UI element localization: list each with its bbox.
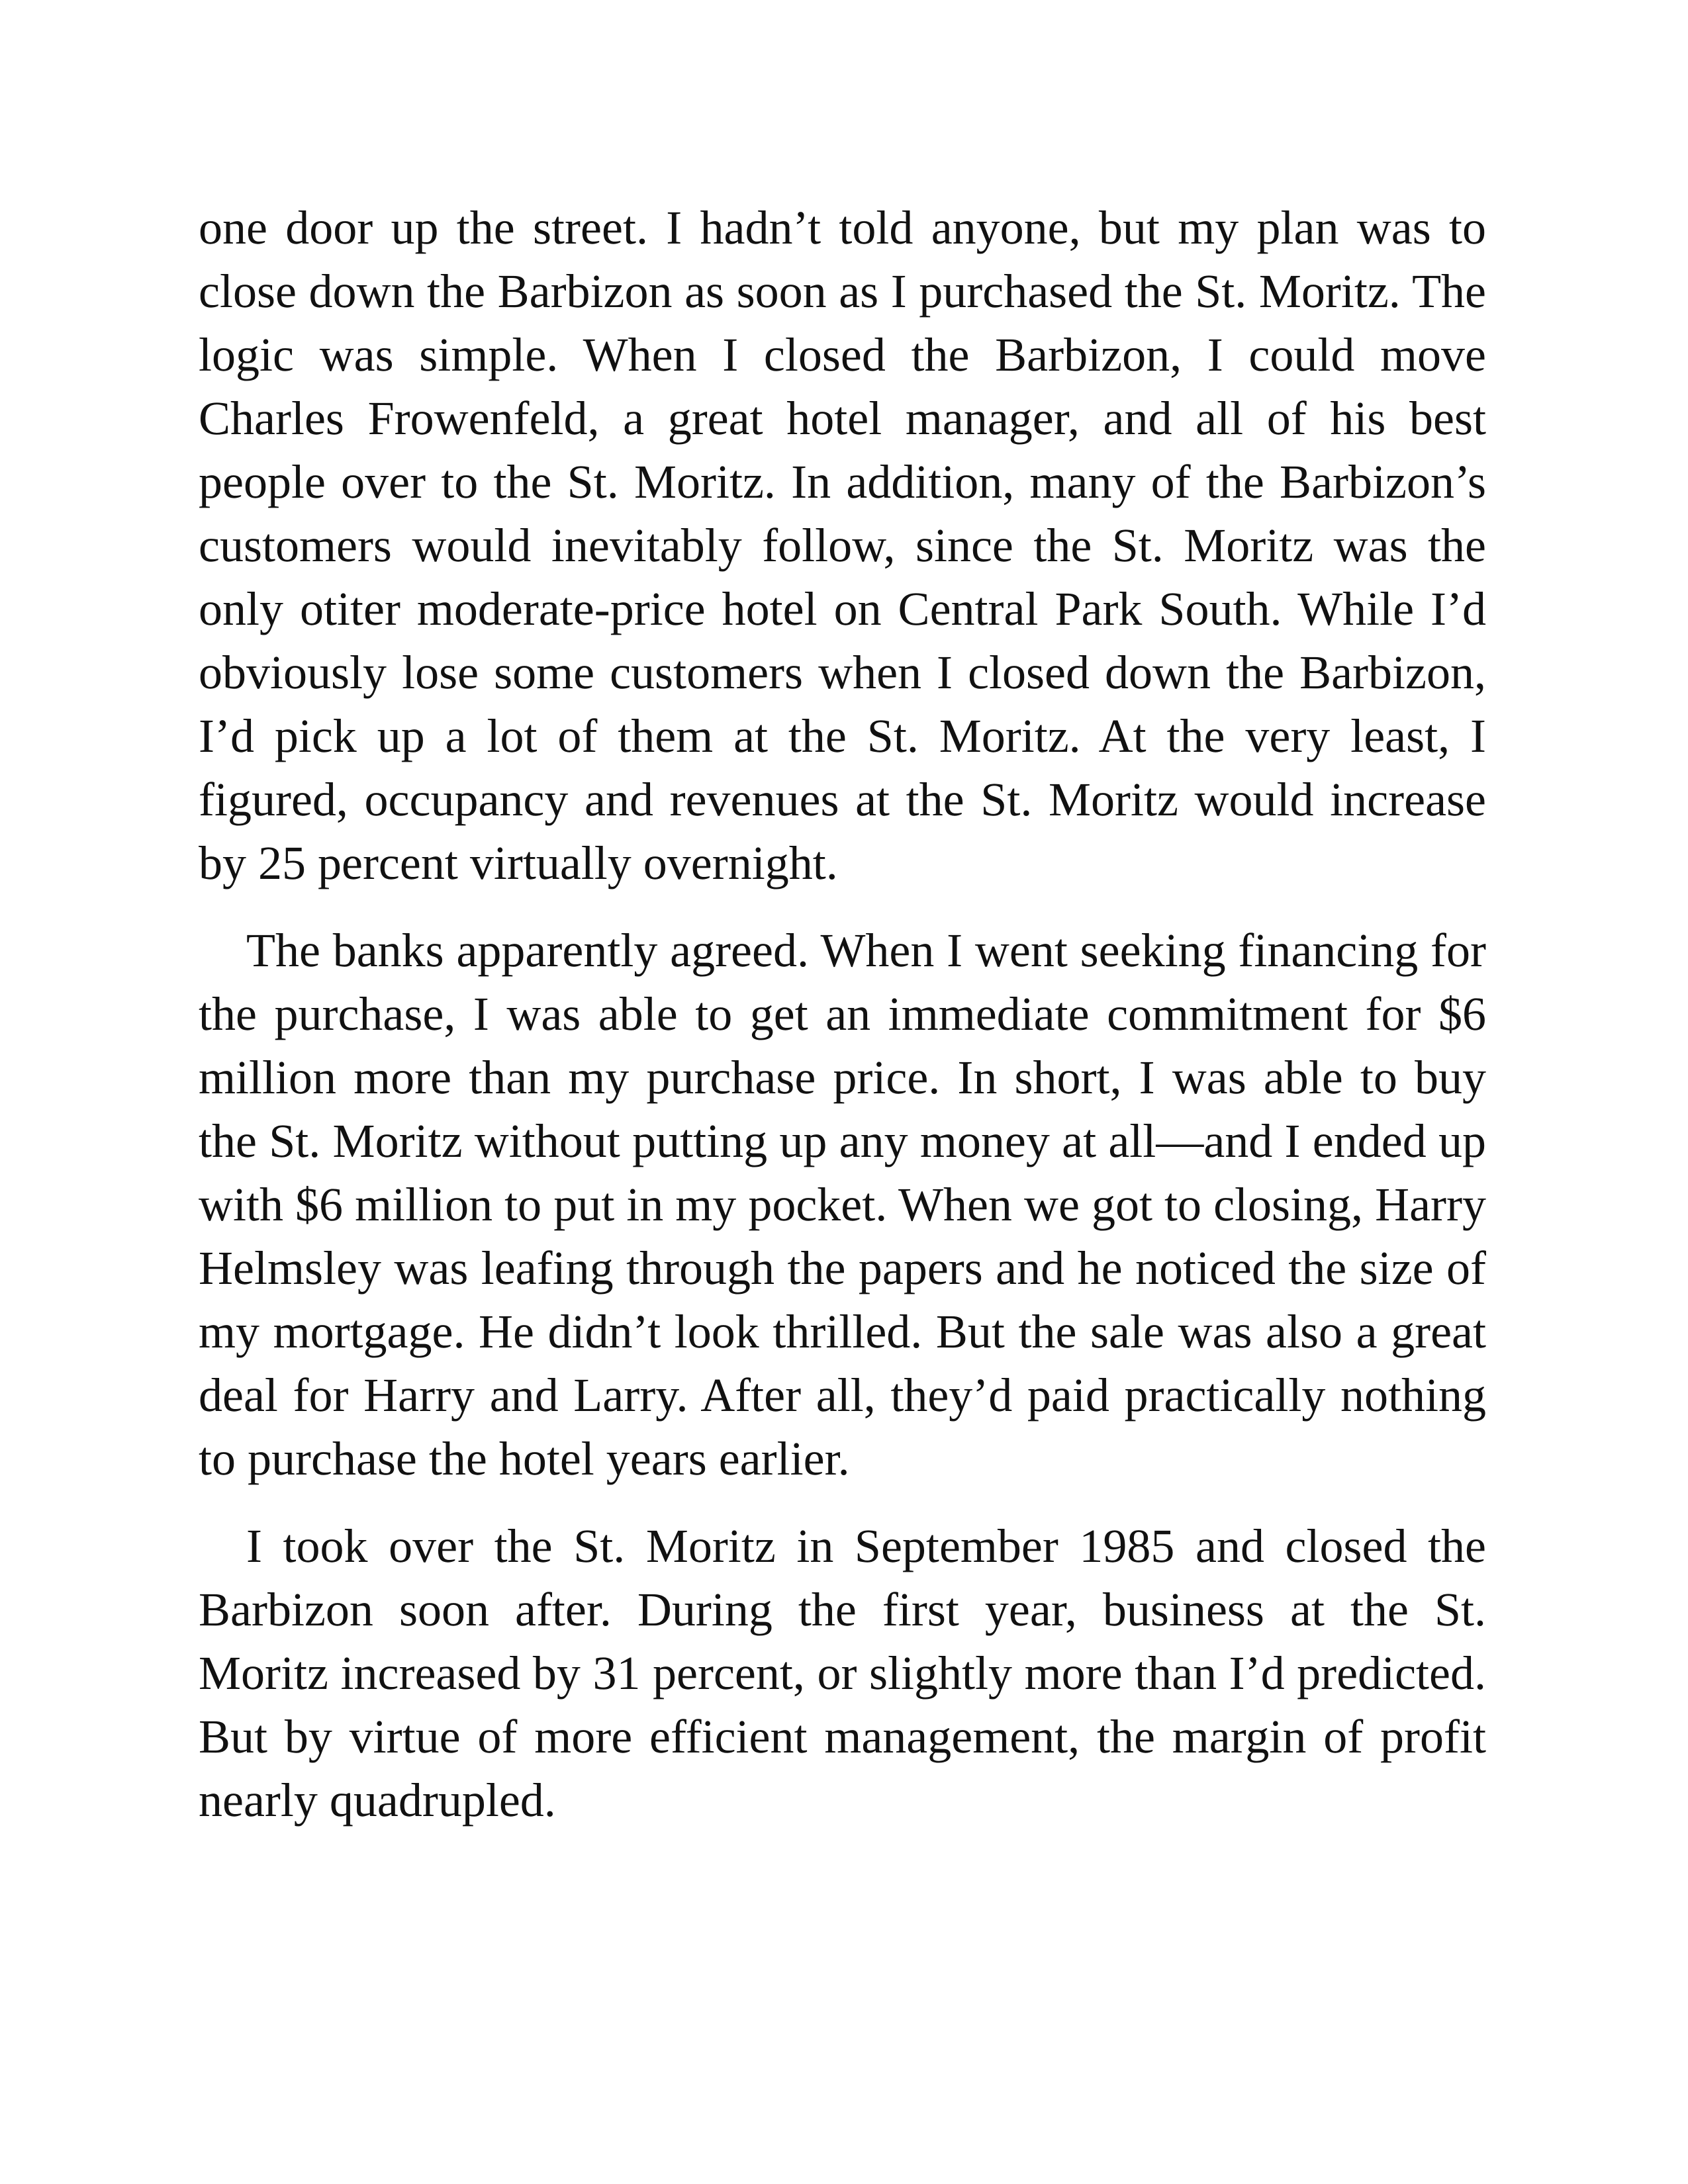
paragraph-2: The banks apparently agreed. When I went seeking financing for the purchase, I was able to get an immediate commitment for $6 million more than my purchase price. In short, I was able to buy the St. Moritz without putting up any money at all—and I ended up with $6 million to put in my pocket. When we got to closing, Harry Helmsley was leafing through the papers and he noticed the size of my mortgage. He didn’t look thrilled. But the sale was also a great deal for Harry and Larry. After all, they’d paid practically nothing to purchase the hotel years earlier. bbox=[199, 924, 1486, 1485]
page-body bbox=[199, 196, 1486, 1832]
paragraph-1: one door up the street. I hadn’t told anyone, but my plan was to close down the Barbizon as soon as I purchased the St. Moritz. The logic was simple. When I closed the Barbizon, I could move Charles Frowenfeld, a great hotel manager, and all of his best people over to the St. Moritz. In addition, many of the Barbizon’s customers would inevitably follow, since the St. Moritz was the only otiter moderate-price hotel on Central Park South. While I’d obviously lose some customers when I closed down the Barbizon, I’d pick up a lot of them at the St. Moritz. At the very least, I figured, occupancy and revenues at the St. Moritz would increase by 25 percent virtually overnight. bbox=[199, 201, 1486, 889]
paragraph-3: I took over the St. Moritz in September 1985 and closed the Barbizon soon after. During the first year, business at the St. Moritz increased by 31 percent, or slightly more than I’d predicted. But by virtue of more efficient management, the margin of profit nearly quadrupled. bbox=[199, 1520, 1486, 1827]
